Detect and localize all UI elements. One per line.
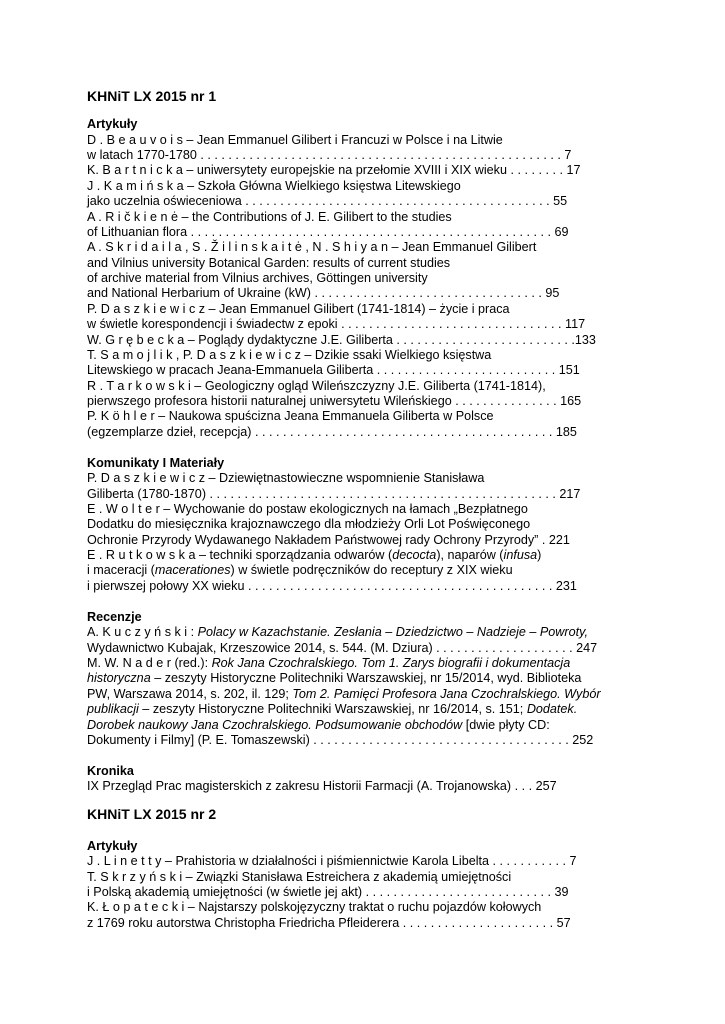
author: T. S k r z y ń s k i	[87, 870, 183, 884]
section-articles-2-heading: Artykuły	[87, 839, 138, 853]
entry-title: – uniwersytety europejskie na przełomie XVIII i XIX wieku . . . . . . . . 17	[182, 163, 581, 177]
toc-entry-nader-line-2: historyczna – zeszyty Historyczne Politechniki Warszawskiej, nr 15/2014, wyd. Biblioteka	[87, 671, 582, 685]
section-reviews-heading: Recenzje	[87, 610, 142, 624]
toc-entry-wolter-line-1	[87, 502, 528, 517]
author: E . R u t k o w s k a	[87, 548, 196, 562]
toc-entry-kuczynski-line-1: A. K u c z y ń s k i : Polacy w Kazachstanie. Zesłania – Dziedzictwo – Nadzieje – Powroty,	[87, 625, 588, 639]
toc-entry-bartnicka-line-1	[87, 163, 580, 178]
author: A . R i č k i e n ė	[87, 210, 178, 224]
toc-entry-rickiene-line-2: of Lithuanian flora . . . . . . . . . . . . . . . . . . . . . . . . . . . . . . . . . . . . . . . . . . . . . . . . . . . . 69	[87, 225, 569, 239]
toc-entry-linetty-line-1	[87, 854, 577, 869]
entry-title: – Najstarszy polskojęzyczny traktat o ruchu pojazdów kołowych	[184, 900, 542, 914]
entry-title: – Prahistoria w działalności i piśmiennictwie Karola Libelta . . . . . . . . . . . 7	[161, 854, 577, 868]
toc-entry-grebecka-line-1	[87, 333, 596, 348]
toc-entry-nader-line-1: M. W. N a d e r (red.): Rok Jana Czochralskiego. Tom 1. Zarys biografii i dokumentacja	[87, 656, 571, 670]
toc-entry-nader-line-4: publikacji – zeszyty Historyczne Politechniki Warszawskiej, nr 16/2014, s. 151; Dodatek.	[87, 702, 578, 716]
author: R . T a r k o w s k i	[87, 379, 191, 393]
toc-entry-chronicle-line-1: IX Przegląd Prac magisterskich z zakresu Historii Farmacji (A. Trojanowska) . . . 257	[87, 779, 557, 793]
section-communications-heading: Komunikaty I Materiały	[87, 456, 225, 470]
toc-entry-beauvois-line-2: w latach 1770-1780 . . . . . . . . . . . . . . . . . . . . . . . . . . . . . . . . . . . . . . . . . . . . . . . . . . . . 7	[87, 148, 572, 162]
toc-entry-rutkowska-line-2: i maceracji (macerationes) w świetle podręczników do receptury z XIX wieku	[87, 563, 513, 577]
toc-entry-tarkowski-line-1	[87, 379, 546, 394]
toc-entry-kohler-line-1	[87, 409, 494, 424]
toc-entry-beauvois-line-1	[87, 133, 503, 148]
entry-title: – the Contributions of J. E. Gilibert to the studies	[178, 210, 452, 224]
entry-title: – Dziewiętnastowieczne wspomnienie Stanisława	[205, 471, 485, 485]
toc-entry-samojlik-line-2: Litewskiego w pracach Jeana-Emmanuela Giliberta . . . . . . . . . . . . . . . . . . . . . . . . . . 151	[87, 363, 580, 377]
toc-entry-kuczynski-line-2: Wydawnictwo Kubajak, Krzeszowice 2014, s. 544. (M. Dziura) . . . . . . . . . . . . . . . . . . . . 247	[87, 641, 598, 655]
toc-entry-daszkiewicz-line-2: w świetle korespondencji i świadectw z epoki . . . . . . . . . . . . . . . . . . . . . . . . . . . . . . . . 117	[87, 317, 586, 331]
entry-title: – Związki Stanisława Estreichera z akademią umiejętności	[182, 870, 512, 884]
author: J . L i n e t t y	[87, 854, 162, 868]
toc-entry-skridaila-line-2: and Vilnius university Botanical Garden: results of current studies	[87, 256, 451, 270]
author: D . B e a u v o i s	[87, 133, 183, 147]
entry-title: – Poglądy dydaktyczne J.E. Giliberta . . . . . . . . . . . . . . . . . . . . . . . . . .133	[184, 333, 596, 347]
toc-entry-daszkiewicz2-line-1	[87, 471, 484, 486]
toc-entry-nader-line-3: PW, Warszawa 2014, s. 202, il. 129; Tom 2. Pamięci Profesora Jana Czochralskiego. Wybór	[87, 687, 601, 701]
entry-title: – Dzikie ssaki Wielkiego księstwa	[300, 348, 492, 362]
author: M. W. N a d e r	[87, 656, 171, 670]
toc-entry-skridaila-line-4: and National Herbarium of Ukraine (kW) . . . . . . . . . . . . . . . . . . . . . . . . . . . . . . . . . 95	[87, 286, 560, 300]
author: W. G r ę b e c k a	[87, 333, 185, 347]
toc-entry-skrzynski-line-2: i Polską akademią umiejętności (w świetle jej akt) . . . . . . . . . . . . . . . . . . . . . . . . . . . 39	[87, 885, 569, 899]
toc-entry-lopatecki-line-1	[87, 900, 541, 915]
toc-entry-rickiene-line-1	[87, 210, 452, 225]
entry-title: – Jean Emmanuel Gilibert (1741-1814) – życie i praca	[205, 302, 510, 316]
toc-entry-nader-line-5: Dorobek naukowy Jana Czochralskiego. Podsumowanie obchodów [dwie płyty CD:	[87, 718, 550, 732]
entry-title: – Szkoła Główna Wielkiego księstwa Litewskiego	[183, 179, 461, 193]
author: P. K ö h l e r	[87, 409, 155, 423]
toc-entry-skrzynski-line-1	[87, 870, 511, 885]
section-articles-1-heading: Artykuły	[87, 117, 138, 131]
toc-entry-samojlik-line-1	[87, 348, 491, 363]
entry-title: – Jean Emmanuel Gilibert i Francuzi w Polsce i na Litwie	[182, 133, 503, 147]
toc-entry-wolter-line-2: Dodatku do miesięcznika krajoznawczego dla młodzieży Orli Lot Poświęconego	[87, 517, 531, 531]
author: E . W o l t e r	[87, 502, 160, 516]
section-chronicle-heading: Kronika	[87, 764, 134, 778]
issue-2-title: KHNiT LX 2015 nr 2	[87, 806, 217, 822]
author: P. D a s z k i e w i c z	[87, 471, 206, 485]
toc-entry-rutkowska-line-3: i pierwszej połowy XX wieku . . . . . . . . . . . . . . . . . . . . . . . . . . . . . . . . . . . . . . . . . . . . 231	[87, 579, 577, 593]
author: A. K u c z y ń s k i	[87, 625, 188, 639]
entry-title: – Naukowa spuścizna Jeana Emmanuela Giliberta w Polsce	[154, 409, 494, 423]
toc-entry-daszkiewicz-line-1	[87, 302, 510, 317]
entry-title: – Wychowanie do postaw ekologicznych na łamach „Bezpłatnego	[159, 502, 528, 516]
toc-entry-kohler-line-2: (egzemplarze dzieł, recepcja) . . . . . . . . . . . . . . . . . . . . . . . . . . . . . . . . . . . . . . . . . . . 185	[87, 425, 577, 439]
author: K. Ł o p a t e c k i	[87, 900, 185, 914]
author: K. B a r t n i c k a	[87, 163, 183, 177]
toc-entry-rutkowska-line-1: E . R u t k o w s k a – techniki sporządzania odwarów (decocta), naparów (infusa)	[87, 548, 542, 562]
toc-entry-skridaila-line-3: of archive material from Vilnius archives, Göttingen university	[87, 271, 428, 285]
author: A . S k r i d a i l a , S . Ž i l i n s k a i t ė , N . S h i y a n	[87, 240, 388, 254]
toc-entry-lopatecki-line-2: z 1769 roku autorstwa Christopha Friedricha Pfleiderera . . . . . . . . . . . . . . . . . . . . . . 57	[87, 916, 571, 930]
entry-title: – Jean Emmanuel Gilibert	[387, 240, 537, 254]
toc-entry-tarkowski-line-2: pierwszego profesora historii naturalnej uniwersytetu Wileńskiego . . . . . . . . . . . . . . . 165	[87, 394, 582, 408]
issue-1-title: KHNiT LX 2015 nr 1	[87, 88, 217, 104]
toc-entry-kaminska-line-2: jako uczelnia oświeceniowa . . . . . . . . . . . . . . . . . . . . . . . . . . . . . . . . . . . . . . . . . . . . 55	[87, 194, 568, 208]
toc-entry-wolter-line-3: Ochronie Przyrody Wydawanego Nakładem Państwowej rady Ochrony Przyrody” . 221	[87, 533, 570, 547]
toc-entry-skridaila-line-1	[87, 240, 536, 255]
toc-entry-nader-line-6: Dokumenty i Filmy] (P. E. Tomaszewski) . . . . . . . . . . . . . . . . . . . . . . . . . . . . . . . . . . . . . 252	[87, 733, 594, 747]
toc-entry-daszkiewicz2-line-2: Giliberta (1780-1870) . . . . . . . . . . . . . . . . . . . . . . . . . . . . . . . . . . . . . . . . . . . . . . . . . . 217	[87, 487, 581, 501]
toc-entry-kaminska-line-1	[87, 179, 461, 194]
author: J . K a m i ń s k a	[87, 179, 184, 193]
author: P. D a s z k i e w i c z	[87, 302, 206, 316]
entry-title: – Geologiczny ogląd Wileńszczyzny J.E. Giliberta (1741-1814),	[190, 379, 546, 393]
author: T. S a m o j l i k , P. D a s z k i e w i c z	[87, 348, 301, 362]
